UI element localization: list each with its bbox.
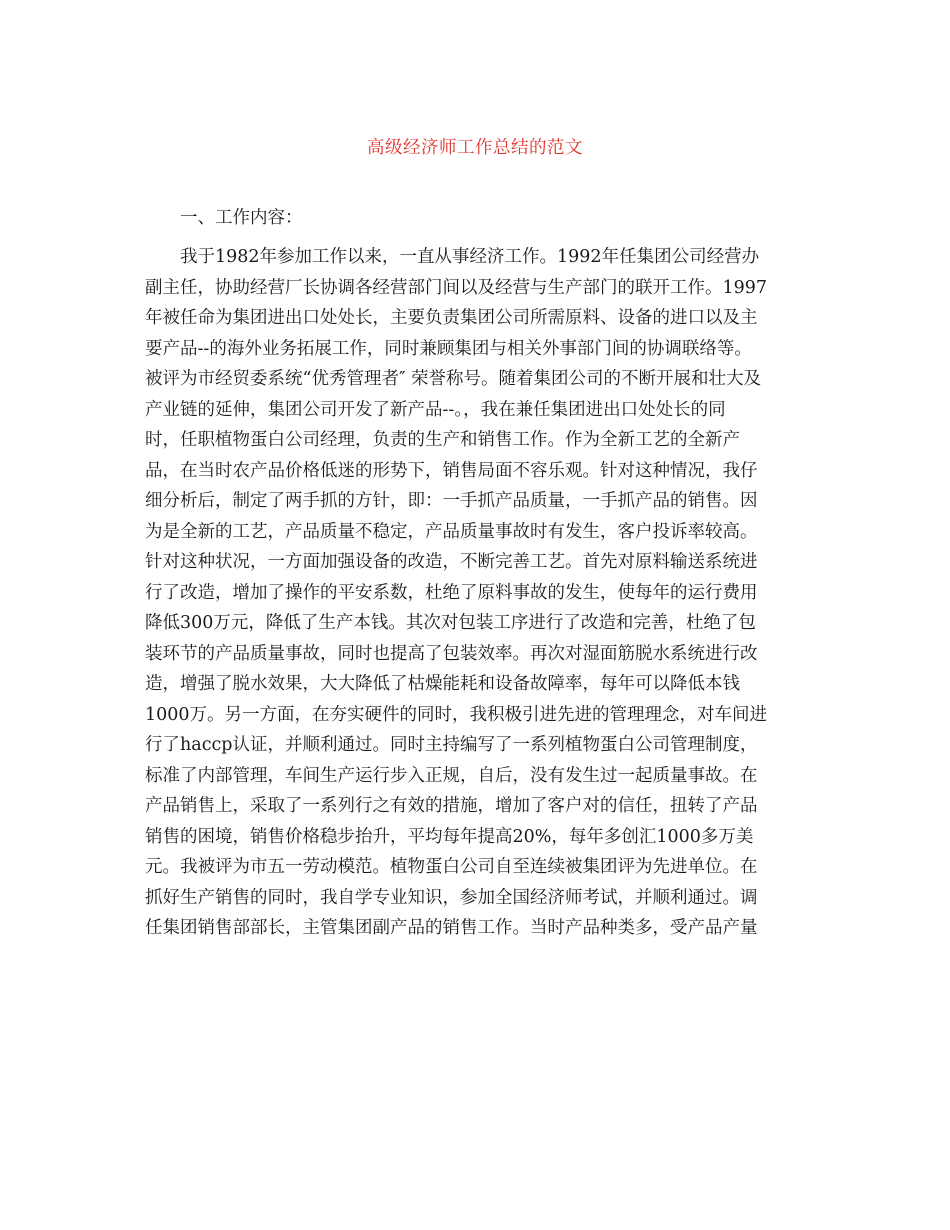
text-line: 品，在当时农产品价格低迷的形势下，销售局面不容乐观。针对这种情况，我仔 — [145, 460, 758, 481]
text-line: 产业链的延伸，集团公司开发了新产品--。，我在兼任集团进出口处处长的同 — [145, 399, 726, 420]
text-line: 装环节的产品质量事故，同时也提高了包装效率。再次对湿面筋脱水系统进行改 — [145, 643, 758, 664]
document-title: 高级经济师工作总结的范文 — [367, 138, 583, 158]
text-line: 元。我被评为市五一劳动模范。植物蛋白公司自至连续被集团评为先进单位。在 — [145, 857, 758, 877]
text-line: 被评为市经贸委系统“优秀管理者″ 荣誉称号。随着集团公司的不断开展和壮大及 — [145, 369, 762, 389]
body-text — [145, 242, 815, 944]
text-line: 1000万。另一方面，在夯实硬件的同时，我积极引进先进的管理理念，对车间进 — [145, 704, 768, 725]
text-line: 针对这种状况，一方面加强设备的改造，不断完善工艺。首先对原料输送系统进 — [145, 552, 758, 572]
text-line: 产品销售上，采取了一系列行之有效的措施，增加了客户对的信任，扭转了产品 — [145, 796, 758, 816]
text-line: 要产品--的海外业务拓展工作，同时兼顾集团与相关外事部门间的协调联络等。 — [145, 338, 752, 359]
text-line: 标准了内部管理，车间生产运行步入正规，自后，没有发生过一起质量事故。在 — [145, 765, 758, 786]
text-line: 我于1982年参加工作以来，一直从事经济工作。1992年任集团公司经营办 — [180, 247, 760, 267]
text-line: 行了改造，增加了操作的平安系数，杜绝了原料事故的发生，使每年的运行费用 — [145, 582, 758, 603]
text-line: 时，任职植物蛋白公司经理，负责的生产和销售工作。作为全新工艺的全新产 — [145, 430, 740, 450]
text-line: 造，增强了脱水效果，大大降低了枯燥能耗和设备故障率，每年可以降低本钱 — [145, 674, 740, 694]
text-line: 降低300万元，降低了生产本钱。其次对包装工序进行了改造和完善，杜绝了包 — [145, 613, 756, 633]
section-heading: 一、工作内容： — [180, 208, 303, 228]
text-line: 行了haccp认证，并顺利通过。同时主持编写了一系列植物蛋白公司管理制度， — [145, 735, 758, 755]
text-line: 任集团销售部部长，主管集团副产品的销售工作。当时产品种类多，受产品产量 — [145, 918, 758, 938]
text-line: 细分析后，制定了两手抓的方针，即：一手抓产品质量，一手抓产品的销售。因 — [145, 491, 758, 511]
text-line: 抓好生产销售的同时，我自学专业知识，参加全国经济师考试，并顺利通过。调 — [145, 887, 758, 908]
text-line: 销售的困境，销售价格稳步抬升，平均每年提高20%，每年多创汇1000多万美 — [145, 826, 754, 847]
text-line: 为是全新的工艺，产品质量不稳定，产品质量事故时有发生，客户投诉率较高。 — [145, 521, 758, 542]
text-line: 副主任，协助经营厂长协调各经营部门间以及经营与生产部门的联开工作。1997 — [145, 277, 768, 298]
text-line: 年被任命为集团进出口处处长，主要负责集团公司所需原料、设备的进口以及主 — [145, 308, 758, 328]
